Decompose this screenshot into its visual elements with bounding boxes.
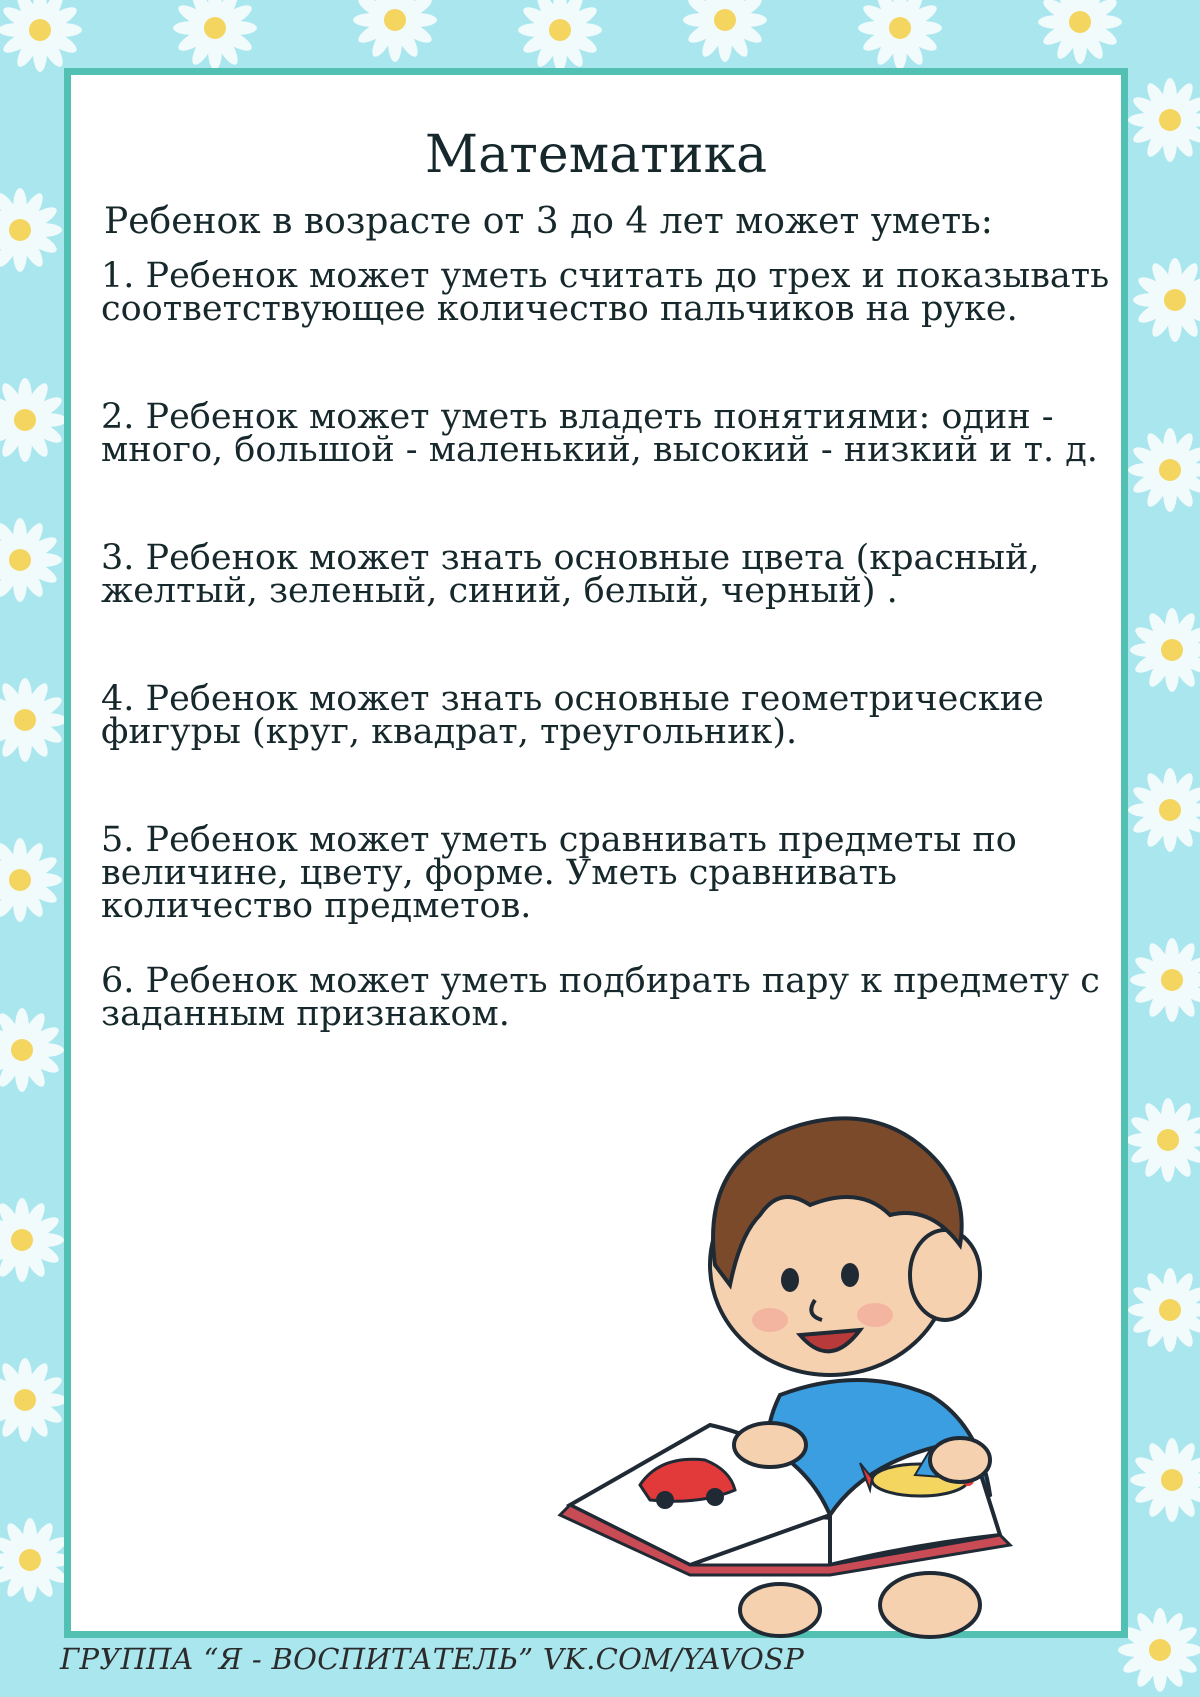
- footer-credit: ГРУППА “Я - ВОСПИТАТЕЛЬ” VK.COM/YAVOSP: [60, 1642, 805, 1676]
- page-title: Математика: [424, 125, 768, 185]
- intro-text: Ребенок в возрасте от 3 до 4 лет может уметь:: [104, 201, 993, 242]
- skill-item-5: 5. Ребенок может уметь сравнивать предметы по величине, цвету, форме. Уметь сравнивать количество предметов.: [101, 820, 1017, 926]
- skill-item-1: 1. Ребенок может уметь считать до трех и показывать соответствующее количество пальчиков на руке.: [101, 256, 1110, 329]
- skill-item-3: 3. Ребенок может знать основные цвета (красный, желтый, зеленый, синий, белый, черный) .: [101, 538, 1040, 611]
- skill-item-6: 6. Ребенок может уметь подбирать пару к предмету с заданным признаком.: [101, 961, 1100, 1034]
- skill-item-4: 4. Ребенок может знать основные геометрические фигуры (круг, квадрат, треугольник).: [101, 679, 1044, 752]
- boy-reading-illustration: [530, 1095, 1050, 1655]
- skill-item-2: 2. Ребенок может уметь владеть понятиями: один - много, большой - маленький, высокий - низкий и т. д.: [101, 397, 1098, 470]
